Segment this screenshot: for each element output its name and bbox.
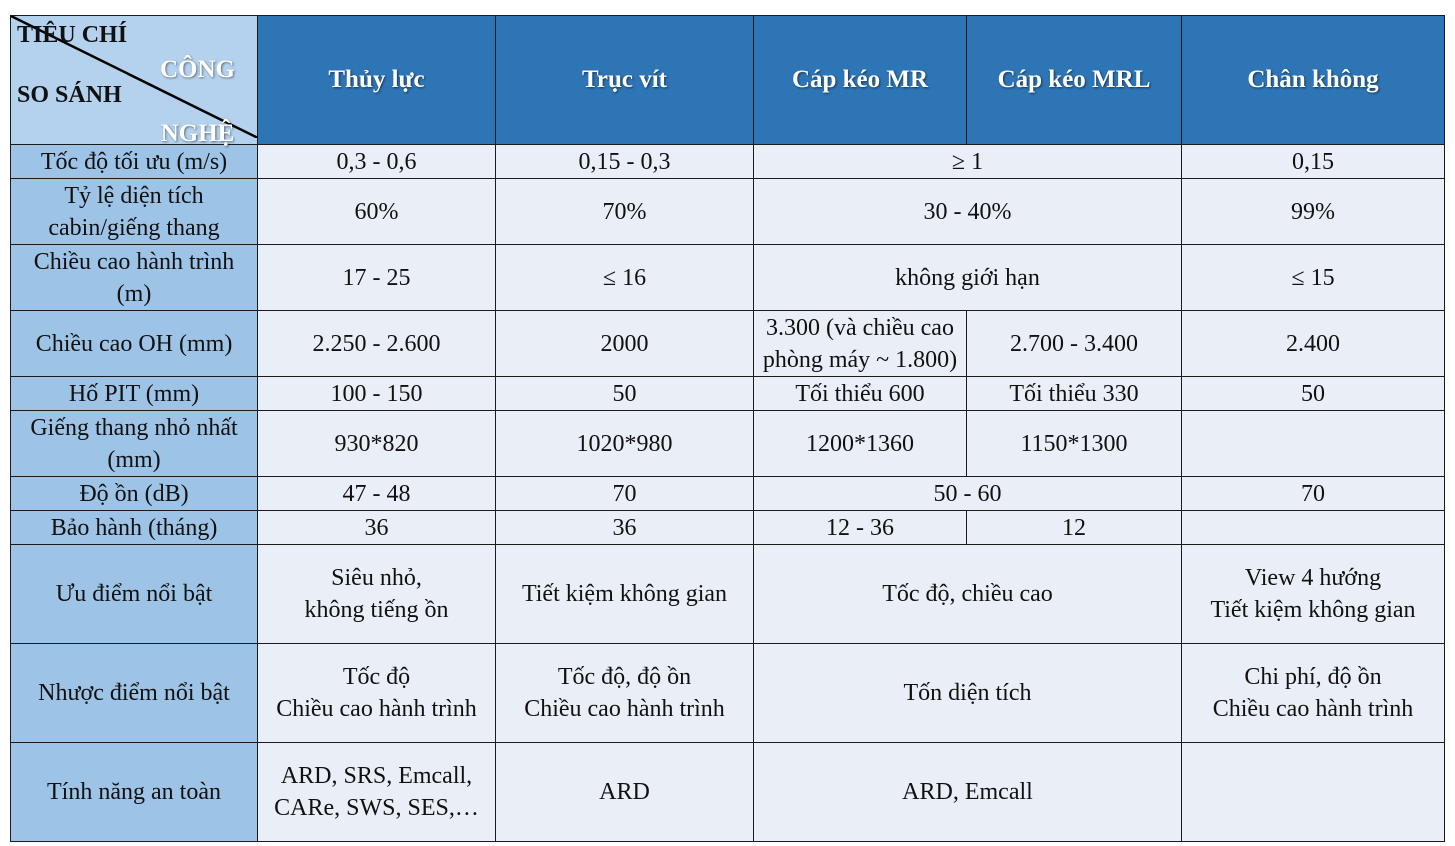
cell-vacuum: 99% bbox=[1182, 179, 1445, 245]
table-row bbox=[11, 245, 1445, 311]
row-label: Giếng thang nhỏ nhất (mm) bbox=[11, 411, 258, 477]
cell-traction-mr: 3.300 (và chiều cao phòng máy ~ 1.800) bbox=[754, 311, 967, 377]
cell-traction: ARD, Emcall bbox=[754, 743, 1182, 842]
cell-vacuum: View 4 hướng Tiết kiệm không gian bbox=[1182, 545, 1445, 644]
row-label: Tỷ lệ diện tích cabin/giếng thang bbox=[11, 179, 258, 245]
row-label: Nhược điểm nổi bật bbox=[11, 644, 258, 743]
cell-traction-mr: 1200*1360 bbox=[754, 411, 967, 477]
cell-screw: Tốc độ, độ ồn Chiều cao hành trình bbox=[496, 644, 754, 743]
cell-traction-mrl: 2.700 - 3.400 bbox=[967, 311, 1182, 377]
row-label: Ưu điểm nổi bật bbox=[11, 545, 258, 644]
cell-traction: Tốn diện tích bbox=[754, 644, 1182, 743]
row-label: Chiều cao hành trình (m) bbox=[11, 245, 258, 311]
cell-vacuum bbox=[1182, 511, 1445, 545]
cell-traction: Tốc độ, chiều cao bbox=[754, 545, 1182, 644]
table-row bbox=[11, 644, 1445, 743]
cell-hydraulic: Siêu nhỏ, không tiếng ồn bbox=[258, 545, 496, 644]
corner-header-cell bbox=[11, 16, 258, 145]
cell-traction-mr: 12 - 36 bbox=[754, 511, 967, 545]
table-row bbox=[11, 411, 1445, 477]
cell-hydraulic: ARD, SRS, Emcall, CARe, SWS, SES,… bbox=[258, 743, 496, 842]
row-label: Bảo hành (tháng) bbox=[11, 511, 258, 545]
cell-screw: 1020*980 bbox=[496, 411, 754, 477]
row-label: Chiều cao OH (mm) bbox=[11, 311, 258, 377]
header-hydraulic: Thủy lực bbox=[258, 16, 496, 145]
header-row bbox=[11, 16, 1445, 145]
cell-hydraulic: 47 - 48 bbox=[258, 477, 496, 511]
row-label: Độ ồn (dB) bbox=[11, 477, 258, 511]
cell-vacuum: Chi phí, độ ồn Chiều cao hành trình bbox=[1182, 644, 1445, 743]
cell-traction: ≥ 1 bbox=[754, 145, 1182, 179]
cell-screw: 70 bbox=[496, 477, 754, 511]
header-traction-mrl: Cáp kéo MRL bbox=[967, 16, 1182, 145]
table-row bbox=[11, 511, 1445, 545]
cell-screw: 0,15 - 0,3 bbox=[496, 145, 754, 179]
row-label: Tốc độ tối ưu (m/s) bbox=[11, 145, 258, 179]
cell-hydraulic: Tốc độ Chiều cao hành trình bbox=[258, 644, 496, 743]
cell-traction-mrl: 1150*1300 bbox=[967, 411, 1182, 477]
cell-hydraulic: 930*820 bbox=[258, 411, 496, 477]
header-vacuum: Chân không bbox=[1182, 16, 1445, 145]
cell-screw: ≤ 16 bbox=[496, 245, 754, 311]
table-row bbox=[11, 545, 1445, 644]
cell-traction-mr: Tối thiểu 600 bbox=[754, 377, 967, 411]
cell-hydraulic: 0,3 - 0,6 bbox=[258, 145, 496, 179]
cell-screw: Tiết kiệm không gian bbox=[496, 545, 754, 644]
cell-vacuum bbox=[1182, 411, 1445, 477]
cell-traction: 50 - 60 bbox=[754, 477, 1182, 511]
table-row bbox=[11, 377, 1445, 411]
comparison-table bbox=[10, 15, 1445, 842]
cell-screw: ARD bbox=[496, 743, 754, 842]
cell-traction: 30 - 40% bbox=[754, 179, 1182, 245]
cell-hydraulic: 100 - 150 bbox=[258, 377, 496, 411]
header-traction-mr: Cáp kéo MR bbox=[754, 16, 967, 145]
row-label: Hố PIT (mm) bbox=[11, 377, 258, 411]
cell-hydraulic: 60% bbox=[258, 179, 496, 245]
cell-hydraulic: 17 - 25 bbox=[258, 245, 496, 311]
table-row bbox=[11, 179, 1445, 245]
row-label: Tính năng an toàn bbox=[11, 743, 258, 842]
cell-traction: không giới hạn bbox=[754, 245, 1182, 311]
cell-hydraulic: 2.250 - 2.600 bbox=[258, 311, 496, 377]
cell-vacuum: 0,15 bbox=[1182, 145, 1445, 179]
cell-hydraulic: 36 bbox=[258, 511, 496, 545]
cell-screw: 36 bbox=[496, 511, 754, 545]
cell-vacuum: 50 bbox=[1182, 377, 1445, 411]
table-row bbox=[11, 743, 1445, 842]
corner-criteria-label: TIÊU CHÍ SO SÁNH bbox=[17, 22, 128, 108]
cell-traction-mrl: 12 bbox=[967, 511, 1182, 545]
cell-vacuum: 70 bbox=[1182, 477, 1445, 511]
cell-vacuum bbox=[1182, 743, 1445, 842]
table-row bbox=[11, 311, 1445, 377]
corner-technology-label: CÔNG NGHỆ bbox=[160, 56, 235, 147]
cell-screw: 70% bbox=[496, 179, 754, 245]
cell-vacuum: 2.400 bbox=[1182, 311, 1445, 377]
table-row bbox=[11, 477, 1445, 511]
cell-screw: 50 bbox=[496, 377, 754, 411]
cell-screw: 2000 bbox=[496, 311, 754, 377]
cell-traction-mrl: Tối thiểu 330 bbox=[967, 377, 1182, 411]
header-screw: Trục vít bbox=[496, 16, 754, 145]
cell-vacuum: ≤ 15 bbox=[1182, 245, 1445, 311]
